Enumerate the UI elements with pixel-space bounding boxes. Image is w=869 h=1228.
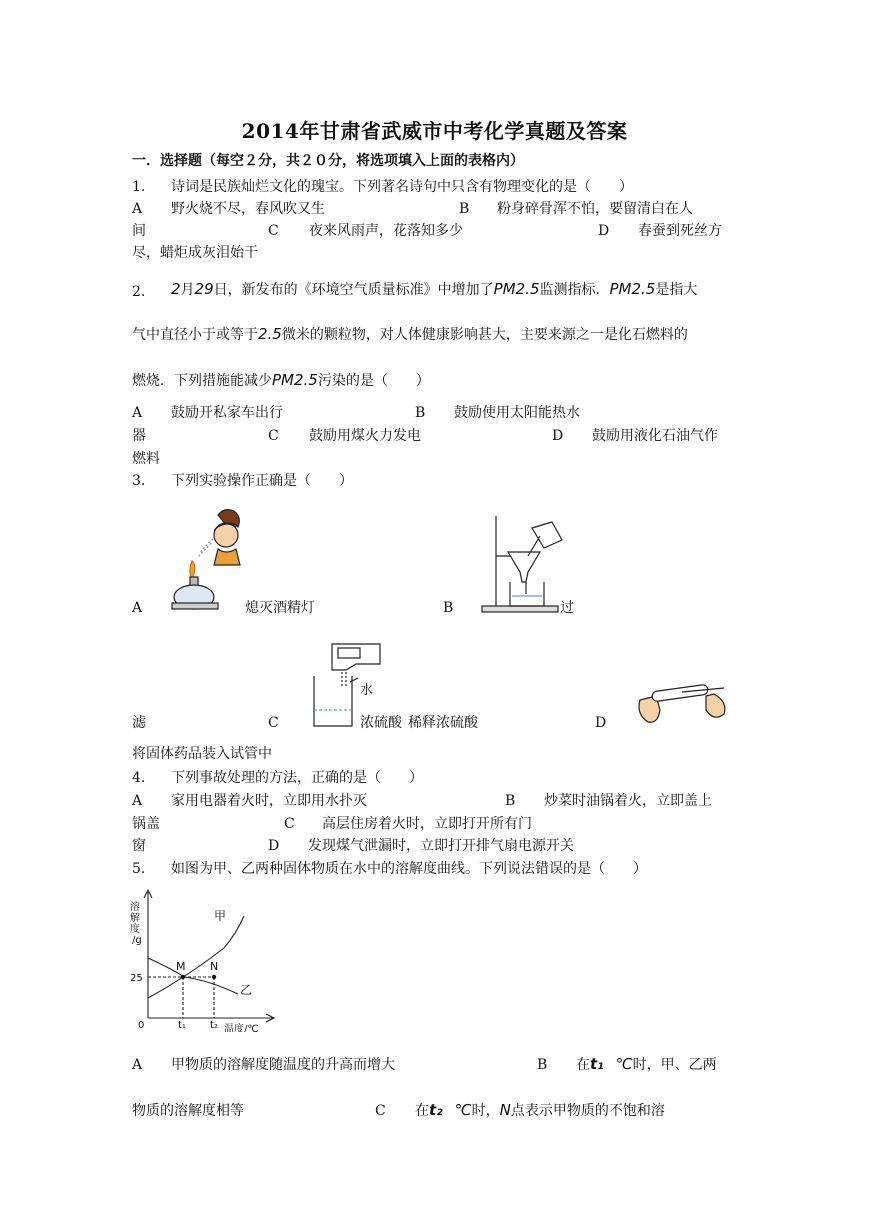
- q3-option-a-letter: A: [132, 600, 143, 616]
- solubility-graph: [126, 886, 276, 1032]
- q4-option-c: 高层住房着火时，立即打开所有门: [322, 816, 532, 832]
- q3-option-c-letter: C: [268, 715, 279, 731]
- q1-option-c-letter: C: [268, 223, 279, 239]
- q2-number: 2.: [132, 284, 146, 300]
- q1-option-b-letter: B: [459, 201, 470, 217]
- q2-option-d-cont: 燃料: [132, 451, 160, 467]
- q5-option-c: [415, 1098, 665, 1123]
- q5-b-t1: t₁: [590, 1055, 604, 1073]
- q5-b-pre: 在: [576, 1057, 590, 1073]
- q5-c-post2: 点表示甲物质的不饱和溶: [510, 1103, 665, 1119]
- q2-text-b: 是指大: [655, 282, 698, 298]
- q2-month-label: 月: [180, 282, 195, 298]
- q5-number: 5.: [132, 861, 146, 877]
- q2-line3: [132, 368, 430, 393]
- q3-option-d-letter: D: [595, 715, 607, 731]
- q5-c-n: N: [499, 1101, 511, 1119]
- q1-option-a: 野火烧不尽，春风吹又生: [171, 201, 325, 217]
- q5-option-b-cont: 物质的溶解度相等: [132, 1103, 244, 1119]
- q4-stem: 下列事故处理的方法，正确的是（ ）: [171, 770, 423, 786]
- q3-stem: 下列实验操作正确是（ ）: [171, 473, 353, 489]
- page-title: 2014年甘肃省武威市中考化学真题及答案: [241, 119, 628, 143]
- q2-pm25-c: PM2.5: [272, 371, 318, 389]
- point-m-label: M: [176, 960, 186, 973]
- q5-option-a: 甲物质的溶解度随温度的升高而增大: [171, 1057, 395, 1073]
- filtration-figure: [478, 512, 570, 614]
- ylabel-1: 溶: [130, 902, 140, 913]
- q5-b-post: 时，甲、乙两: [632, 1057, 717, 1073]
- acid-label: 浓硫酸: [360, 715, 402, 731]
- x-axis-label: 温度/℃: [224, 1024, 259, 1032]
- q4-option-a-letter: A: [132, 793, 143, 809]
- q1-option-b-cont: 间: [132, 223, 146, 239]
- t2-label: t₂: [210, 1020, 218, 1031]
- q5-c-pre: 在: [415, 1103, 429, 1119]
- y-tick-25: 25: [130, 973, 143, 984]
- q1-option-c: 夜来风雨声，花落知多少: [309, 223, 463, 239]
- q1-option-d-letter: D: [598, 223, 610, 239]
- q3-option-b: 过: [560, 600, 574, 616]
- q2-pm25-a: PM2.5: [493, 280, 540, 298]
- q5-stem: 如图为甲、乙两种固体物质在水中的溶解度曲线。下列说法错误的是（ ）: [171, 861, 647, 877]
- q5-c-post: 时，: [471, 1103, 500, 1119]
- q4-number: 4.: [132, 770, 146, 786]
- water-label: 水: [360, 683, 374, 698]
- q3-option-c: 稀释浓硫酸: [408, 715, 478, 731]
- q2-option-b-cont: 器: [132, 428, 146, 444]
- q1-option-d-cont: 尽，蜡炬成灰泪始干: [132, 245, 258, 261]
- section-heading: 一．选择题（每空２分，共２０分，将选项填入上面的表格内）: [132, 153, 524, 169]
- q2-text-e: 燃烧．下列措施能减少: [132, 373, 272, 389]
- curve-yi: [148, 958, 238, 994]
- q2-option-d: 鼓励用液化石油气作: [592, 428, 718, 444]
- q4-option-b: 炒菜时油锅着火，立即盖上: [544, 793, 712, 809]
- q4-option-c-letter: C: [284, 816, 295, 832]
- q2-line2: [132, 322, 688, 347]
- q2-text-d: 微米的颗粒物，对人体健康影响甚大，主要来源之一是化石燃料的: [281, 327, 688, 343]
- q1-option-b: 粉身碎骨浑不怕，要留清白在人: [497, 201, 693, 217]
- q4-option-b-cont: 锅盖: [132, 816, 160, 832]
- q2-month: 2: [171, 280, 181, 298]
- q2-option-a-letter: A: [132, 405, 143, 421]
- q2-option-a: 鼓励开私家车出行: [171, 405, 283, 421]
- point-n-label: N: [210, 960, 219, 973]
- q3-number: 3.: [132, 473, 146, 489]
- q3-option-d: 将固体药品装入试管中: [132, 746, 272, 762]
- q4-option-d-letter: D: [268, 838, 280, 854]
- q5-option-a-letter: A: [132, 1057, 143, 1073]
- q3-option-b-letter: B: [443, 600, 454, 616]
- q1-option-a-letter: A: [132, 201, 143, 217]
- y-axis-label: 溶解度/g: [130, 902, 142, 946]
- point-n: [212, 975, 216, 979]
- q4-option-c-cont: 窗: [132, 838, 146, 854]
- curve-jia: [148, 916, 244, 998]
- q5-b-unit: ℃: [615, 1055, 633, 1073]
- q2-day: 29: [194, 280, 214, 298]
- q4-option-d: 发现煤气泄漏时，立即打开排气扇电源开关: [308, 838, 574, 854]
- q1-stem: 诗词是民族灿烂文化的瑰宝。下列著名诗句中只含有物理变化的是（ ）: [171, 179, 633, 195]
- q5-option-c-letter: C: [375, 1103, 386, 1119]
- q2-text-a: 监测指标．: [539, 282, 610, 298]
- q3-option-b-cont: 滤: [132, 715, 146, 731]
- origin-label: 0: [138, 1020, 145, 1031]
- q2-option-c: 鼓励用煤火力发电: [309, 428, 421, 444]
- q2-text-f: 污染的是（ ）: [317, 373, 430, 389]
- q5-c-unit: ℃: [454, 1101, 472, 1119]
- q5-option-b-letter: B: [537, 1057, 548, 1073]
- q2-size: 2.5: [258, 325, 282, 343]
- q2-option-b: 鼓励使用太阳能热水: [454, 405, 580, 421]
- q3-option-a: 熄灭酒精灯: [245, 600, 315, 616]
- test-tube-figure: [632, 680, 732, 726]
- q5-c-t2: t₂: [429, 1101, 443, 1119]
- q2-line1: [171, 277, 697, 302]
- q4-option-b-letter: B: [505, 793, 516, 809]
- q2-option-d-letter: D: [552, 428, 564, 444]
- alcohol-lamp-figure: [166, 505, 246, 613]
- q2-day-label: 日，新发布的《环境空气质量标准》中增加了: [213, 282, 494, 298]
- q2-option-c-letter: C: [268, 428, 279, 444]
- curve-jia-label: 甲: [214, 909, 227, 923]
- q5-option-b: [576, 1052, 717, 1077]
- q2-text-c: 气中直径小于或等于: [132, 327, 258, 343]
- curve-yi-label: 乙: [240, 983, 253, 997]
- q2-pm25-b: PM2.5: [609, 280, 656, 298]
- t1-label: t₁: [178, 1020, 186, 1031]
- q1-option-d: 春蚕到死丝方: [638, 223, 722, 239]
- point-m: [181, 975, 185, 979]
- q1-number: 1.: [132, 179, 146, 195]
- q4-option-a: 家用电器着火时，立即用水扑灭: [171, 793, 367, 809]
- q2-option-b-letter: B: [415, 405, 426, 421]
